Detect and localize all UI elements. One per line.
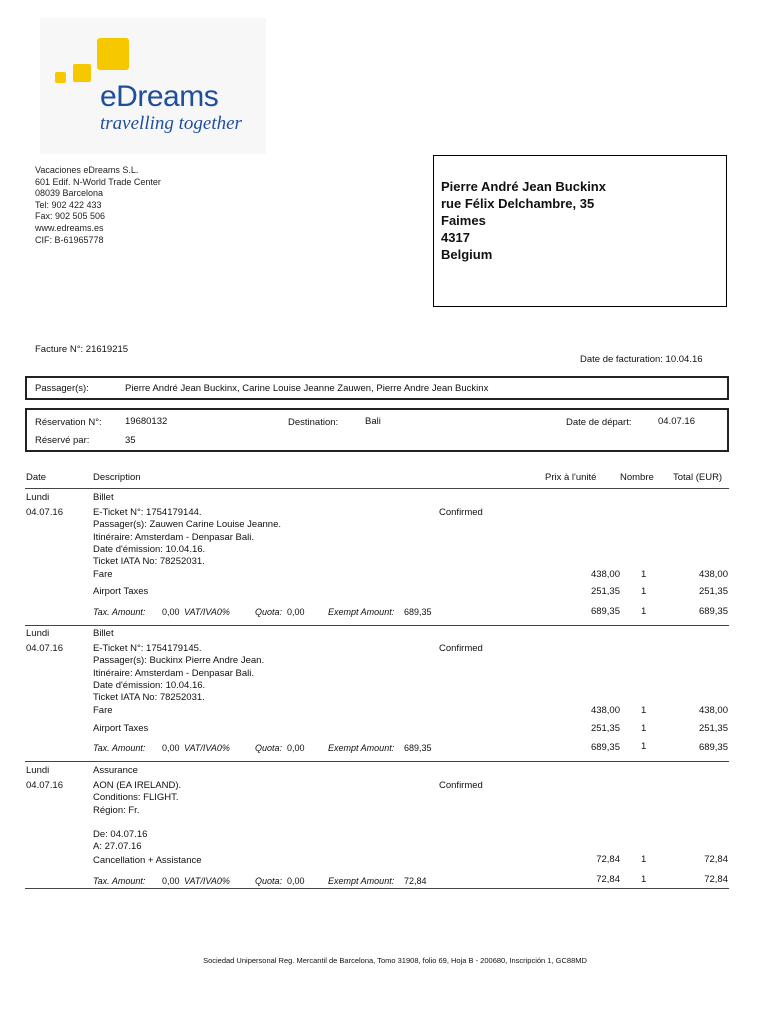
recipient-address: [441, 178, 606, 263]
col-unit-price: Prix à l'unité: [545, 472, 597, 483]
detail-line: Itinéraire: Amsterdam - Denpasar Bali.: [93, 531, 255, 543]
recipient-line: 4317: [441, 230, 470, 245]
cancellation-qty: 1: [641, 854, 647, 865]
item-day: Lundi: [26, 628, 50, 639]
fare-price: 438,00: [590, 705, 620, 716]
logo-tagline: travelling together: [100, 113, 242, 134]
taxes-total: 251,35: [698, 586, 728, 597]
item-details: [93, 780, 181, 854]
tax-amount-label: Tax. Amount:: [93, 876, 146, 886]
tax-vat: VAT/IVA0%: [184, 607, 230, 617]
item-status: Confirmed: [439, 780, 483, 791]
quota-value: 0,00: [287, 607, 305, 617]
quota-value: 0,00: [287, 743, 305, 753]
detail-line: Date d'émission: 10.04.16.: [93, 679, 206, 691]
tax-vat: VAT/IVA0%: [184, 743, 230, 753]
exempt-label: Exempt Amount:: [328, 607, 395, 617]
line-item: [0, 491, 768, 621]
detail-line: Passager(s): Zauwen Carine Louise Jeanne.: [93, 519, 281, 531]
item-divider: [25, 761, 729, 762]
item-date: 04.07.16: [26, 643, 63, 654]
fare-label: Fare: [93, 569, 113, 580]
fare-total: 438,00: [698, 569, 728, 580]
detail-line: E-Ticket N°: 1754179145.: [93, 643, 202, 654]
company-line: 08039 Barcelona: [35, 188, 104, 199]
item-type: Billet: [93, 628, 114, 639]
quota-label: Quota:: [255, 607, 283, 617]
item-status: Confirmed: [439, 643, 483, 654]
taxes-qty: 1: [641, 723, 647, 734]
taxes-price: 251,35: [590, 586, 620, 597]
destination-label: Destination:: [288, 417, 339, 428]
invoice-date: Date de facturation: 10.04.16: [580, 354, 703, 365]
subtotal-total: 72,84: [704, 874, 728, 885]
exempt-value: 689,35: [404, 607, 432, 617]
fare-qty: 1: [641, 569, 647, 580]
departure-label: Date de départ:: [566, 417, 632, 428]
company-line: 601 Edif. N-World Trade Center: [35, 176, 161, 187]
exempt-label: Exempt Amount:: [328, 743, 395, 753]
company-line: www.edreams.es: [35, 222, 104, 233]
detail-line: E-Ticket N°: 1754179144.: [93, 507, 202, 518]
exempt-value: 72,84: [404, 876, 427, 886]
quota-label: Quota:: [255, 743, 283, 753]
item-type: Billet: [93, 492, 114, 503]
item-details: [93, 507, 281, 568]
col-date: Date: [26, 472, 47, 483]
cancellation-price: 72,84: [596, 854, 620, 865]
subtotal-qty: 1: [641, 606, 647, 617]
detail-line: Itinéraire: Amsterdam - Denpasar Bali.: [93, 667, 255, 679]
item-divider: [25, 625, 729, 626]
detail-line: Passager(s): Buckinx Pierre Andre Jean.: [93, 655, 265, 667]
taxes-label: Airport Taxes: [93, 586, 149, 597]
detail-line: [93, 817, 181, 829]
recipient-line: Belgium: [441, 247, 493, 262]
reserved-by-label: Réservé par:: [35, 435, 90, 446]
exempt-value: 689,35: [404, 743, 432, 753]
cancellation-label: Cancellation + Assistance: [93, 855, 202, 866]
item-date: 04.07.16: [26, 507, 63, 518]
recipient-line: Faimes: [441, 213, 486, 228]
taxes-label: Airport Taxes: [93, 723, 149, 734]
company-line: Fax: 902 505 506: [35, 211, 106, 222]
exempt-label: Exempt Amount:: [328, 876, 395, 886]
footer-legal: Sociedad Unipersonal Reg. Mercantil de Barcelona, Tomo 31908, folio 69, Hoja B - 200680, Inscripción 1, GC88MD: [203, 956, 587, 965]
taxes-total: 251,35: [698, 723, 728, 734]
subtotal-price: 689,35: [590, 606, 620, 617]
item-status: Confirmed: [439, 507, 483, 518]
company-line: Vacaciones eDreams S.L.: [35, 165, 139, 175]
quota-label: Quota:: [255, 876, 283, 886]
detail-line: Date d'émission: 10.04.16.: [93, 543, 206, 555]
tax-vat: VAT/IVA0%: [184, 876, 230, 886]
quota-value: 0,00: [287, 876, 305, 886]
col-description: Description: [93, 472, 141, 483]
item-divider: [25, 888, 729, 889]
line-item: [0, 764, 768, 890]
tax-amount-label: Tax. Amount:: [93, 607, 146, 617]
logo-word: eDreams: [100, 80, 219, 113]
header-divider: [25, 488, 729, 489]
item-day: Lundi: [26, 492, 50, 503]
item-day: Lundi: [26, 765, 50, 776]
item-type: Assurance: [93, 765, 138, 776]
detail-line: Conditions: FLIGHT.: [93, 792, 179, 804]
departure-value: 04.07.16: [658, 416, 695, 427]
detail-line: Ticket IATA No: 78252031.: [93, 692, 205, 704]
detail-line: AON (EA IRELAND).: [93, 780, 182, 791]
passengers-value: Pierre André Jean Buckinx, Carine Louise Jeanne Zauwen, Pierre Andre Jean Buckinx: [125, 383, 489, 394]
tax-amount: 0,00: [162, 743, 180, 753]
detail-line: De: 04.07.16: [93, 829, 148, 841]
company-line: Tel: 902 422 433: [35, 199, 102, 210]
fare-qty: 1: [641, 705, 647, 716]
subtotal-qty: 1: [641, 741, 647, 752]
subtotal-price: 72,84: [596, 874, 620, 885]
tax-amount: 0,00: [162, 876, 180, 886]
item-details: [93, 643, 264, 704]
fare-label: Fare: [93, 705, 113, 716]
fare-total: 438,00: [698, 705, 728, 716]
col-quantity: Nombre: [620, 472, 654, 483]
detail-line: Région: Fr.: [93, 804, 140, 816]
detail-line: A: 27.07.16: [93, 841, 142, 853]
recipient-line: Pierre André Jean Buckinx: [441, 179, 606, 194]
line-item: [0, 627, 768, 757]
col-total: Total (EUR): [673, 472, 723, 483]
item-date: 04.07.16: [26, 780, 63, 791]
invoice-number: Facture N°: 21619215: [35, 344, 129, 355]
passengers-label: Passager(s):: [35, 383, 89, 394]
destination-value: Bali: [365, 416, 381, 427]
reserved-by-value: 35: [125, 435, 136, 446]
reservation-label: Réservation N°:: [35, 417, 102, 428]
taxes-qty: 1: [641, 586, 647, 597]
reservation-number: 19680132: [125, 416, 168, 427]
cancellation-total: 72,84: [704, 854, 728, 865]
taxes-price: 251,35: [590, 723, 620, 734]
detail-line: Ticket IATA No: 78252031.: [93, 556, 205, 568]
subtotal-total: 689,35: [698, 742, 728, 753]
recipient-line: rue Félix Delchambre, 35: [441, 196, 595, 211]
tax-amount: 0,00: [162, 607, 180, 617]
fare-price: 438,00: [590, 569, 620, 580]
company-line: CIF: B-61965778: [35, 234, 104, 245]
tax-amount-label: Tax. Amount:: [93, 743, 146, 753]
subtotal-total: 689,35: [698, 606, 728, 617]
subtotal-price: 689,35: [590, 742, 620, 753]
subtotal-qty: 1: [641, 874, 647, 885]
company-info: [35, 165, 161, 246]
